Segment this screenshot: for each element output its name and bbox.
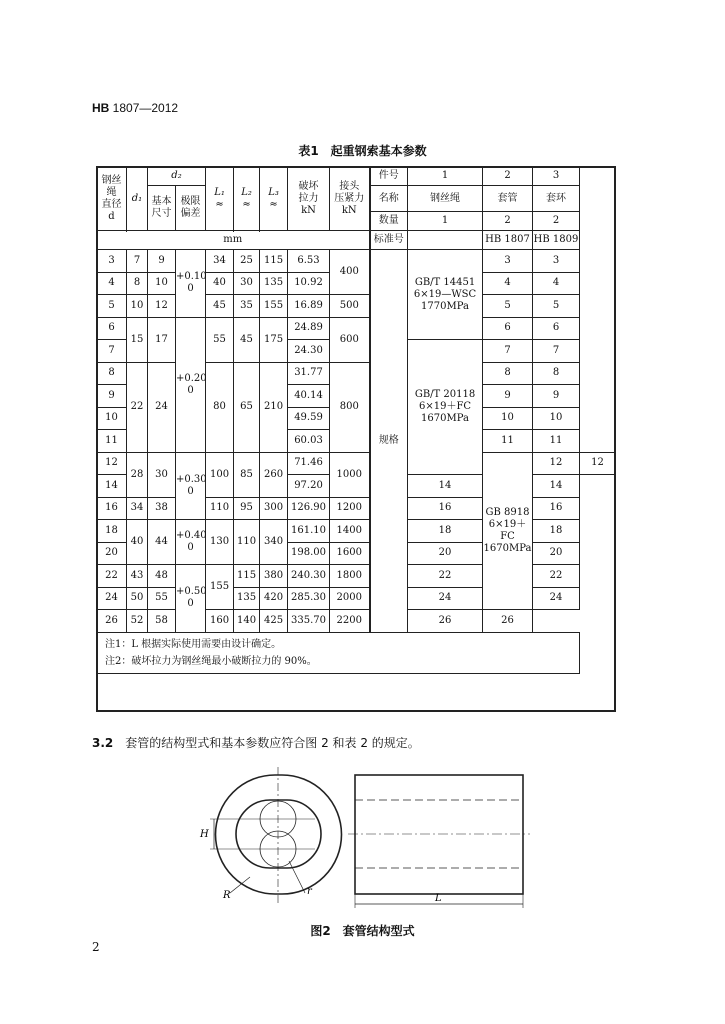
cell-break-force: 6.53 [288,250,330,273]
table-row [97,317,616,340]
cell-joint-force: 1800 [330,565,370,588]
cell-sleeve-spec: 5 [483,295,533,318]
table-cell: HB 1809 [533,231,580,250]
cell-break-force: 161.10 [288,520,330,543]
cell-thimble-spec: 3 [533,250,580,273]
cell-tolerance: +0.30 0 [176,452,206,520]
cell-d: 14 [97,475,127,498]
table-cell: 34 [206,250,234,273]
cell-tolerance: +0.10 0 [176,250,206,318]
header-d2: d₂ [148,167,206,186]
table-cell: 套环 [533,186,580,212]
cell-sleeve-spec: 16 [408,497,483,520]
table-cell: 40 [206,272,234,295]
table-cell: 30 [148,452,176,497]
table-cell: 425 [260,610,288,633]
cell-break-force: 60.03 [288,430,330,453]
table-cell: 43 [127,565,148,588]
table-cell: 45 [206,295,234,318]
table-cell: 12 [148,295,176,318]
figure-2-drawing [190,765,540,915]
table-cell: 95 [234,497,260,520]
table-cell: 52 [127,610,148,633]
cell-sleeve-spec: 14 [408,475,483,498]
cell-spec: 规格 [370,250,408,633]
cell-break-force: 31.77 [288,362,330,385]
cell-thimble-spec: 7 [533,340,580,363]
cell-thimble-spec: 4 [533,272,580,295]
cell-break-force: 24.89 [288,317,330,340]
table-cell: 38 [148,497,176,520]
table-row [97,587,616,610]
table-cell: 44 [148,520,176,565]
cell-sleeve-spec: 10 [483,407,533,430]
cell-d: 20 [97,542,127,565]
cell-joint-force: 2000 [330,587,370,610]
header-L1: L₁ ≈ [206,167,234,231]
cell-break-force: 10.92 [288,272,330,295]
table-cell: 10 [148,272,176,295]
cell-d: 9 [97,385,127,408]
table-cell: 34 [127,497,148,520]
table-cell: 40 [127,520,148,565]
cell-joint-force: 2200 [330,610,370,633]
cell-sleeve-spec: 22 [408,565,483,588]
cell-break-force: 97.20 [288,475,330,498]
table-cell: 300 [260,497,288,520]
table-row [97,497,616,520]
cell-sleeve-spec: 24 [408,587,483,610]
cell-break-force: 335.70 [288,610,330,633]
cell-joint-force: 800 [330,362,370,452]
cell-joint-force: 1400 [330,520,370,543]
cell-sleeve-spec: 7 [483,340,533,363]
header-d: 钢丝绳 直径 d [97,167,127,231]
cell-d: 10 [97,407,127,430]
cell-sleeve-spec: 26 [408,610,483,633]
cell-rope-standard: GB/T 14451 6×19—WSC 1770MPa [408,250,483,340]
cell-thimble-spec: 14 [533,475,580,498]
cell-break-force: 126.90 [288,497,330,520]
cell-thimble-spec: 9 [533,385,580,408]
cell-sleeve-spec: 4 [483,272,533,295]
table-cell: 135 [260,272,288,295]
note-2: 注2：破坏拉力为钢丝绳最小破断拉力的 90%。 [105,655,317,667]
table-cell: 130 [206,520,234,565]
table-cell: 10 [127,295,148,318]
table-cell: 55 [206,317,234,362]
cell-tolerance: +0.20 0 [176,317,206,452]
dim-r-label: r [307,886,312,897]
cell-sleeve-spec: 11 [483,430,533,453]
cell-sleeve-spec: 18 [408,520,483,543]
cell-tolerance: +0.50 0 [176,565,206,633]
cell-d: 7 [97,340,127,363]
table-cell: 135 [234,587,260,610]
table-cell: 380 [260,565,288,588]
table-cell: 160 [206,610,234,633]
table-cell: 80 [206,362,234,452]
header-L2: L₂ ≈ [234,167,260,231]
table-row [97,250,616,273]
table-cell: 100 [206,452,234,497]
section-3-2: 3.2 套管的结构型式和基本参数应符合图 2 和表 2 的规定。 [92,736,420,750]
table-cell: 50 [127,587,148,610]
table-row [97,610,616,633]
dim-L-label: L [435,893,442,904]
cell-joint-force: 1600 [330,542,370,565]
table-notes [97,632,580,673]
table-cell: 17 [148,317,176,362]
table-cell: 45 [234,317,260,362]
cell-thimble-spec: 8 [533,362,580,385]
cell-sleeve-spec: 3 [483,250,533,273]
table-cell: 210 [260,362,288,452]
dim-H-label: H [200,829,209,840]
table-cell: 340 [260,520,288,565]
header-name: 名称 [370,186,408,212]
cell-thimble-spec: 20 [533,542,580,565]
sleeve-side-view [348,775,530,908]
table-cell: 15 [127,317,148,362]
table-cell: 7 [127,250,148,273]
cell-tolerance: +0.40 0 [176,520,206,565]
table-cell: 155 [206,565,234,610]
header-part-no: 件号 [370,167,408,186]
table-cell: 22 [127,362,148,452]
cell-break-force: 49.59 [288,407,330,430]
table-cell: 58 [148,610,176,633]
cell-break-force: 71.46 [288,452,330,475]
header-d2-dev: 极限 偏差 [176,186,206,231]
table-cell: 30 [234,272,260,295]
dim-R-label: R [223,890,231,901]
table-cell: 85 [234,452,260,497]
table-cell: 420 [260,587,288,610]
cell-thimble-spec: 10 [533,407,580,430]
cell-break-force: 198.00 [288,542,330,565]
cell-d: 24 [97,587,127,610]
table-cell: 25 [234,250,260,273]
cell-thimble-spec: 22 [533,565,580,588]
header-standard: 标准号 [370,231,408,250]
cell-sleeve-spec: 8 [483,362,533,385]
cell-d: 16 [97,497,127,520]
cell-joint-force: 400 [330,250,370,295]
header-qty: 数量 [370,212,408,231]
table-cell: 钢丝绳 [408,186,483,212]
table-row [97,452,616,475]
cell-sleeve-spec: 6 [483,317,533,340]
table-row [97,565,616,588]
table-cell: 2 [483,167,533,186]
header-d2-base: 基本 尺寸 [148,186,176,231]
table-cell: 140 [234,610,260,633]
cell-d: 8 [97,362,127,385]
table-cell: 175 [260,317,288,362]
table-cell: 8 [127,272,148,295]
table-cell: 28 [127,452,148,497]
table-cell [408,231,483,250]
table-cell: 48 [148,565,176,588]
table-cell: HB 1807 [483,231,533,250]
cell-thimble-spec: 24 [533,587,580,610]
table-cell: 65 [234,362,260,452]
table-cell: 套管 [483,186,533,212]
header-L3: L₃ ≈ [260,167,288,231]
figure-2-caption: 图2 套管结构型式 [310,924,415,938]
cell-joint-force: 1000 [330,452,370,497]
table-row [97,295,616,318]
cell-d: 18 [97,520,127,543]
cell-joint-force: 600 [330,317,370,362]
table-cell: 35 [234,295,260,318]
note-1: 注1：L 根据实际使用需要由设计确定。 [105,638,282,650]
cell-thimble-spec: 11 [533,430,580,453]
cell-break-force: 16.89 [288,295,330,318]
table-cell: 115 [260,250,288,273]
cell-d: 12 [97,452,127,475]
table-row [97,520,616,543]
cell-thimble-spec: 16 [533,497,580,520]
table-cell: 1 [408,167,483,186]
cell-d: 3 [97,250,127,273]
table-cell: 110 [206,497,234,520]
table-cell: 110 [234,520,260,565]
cell-d: 5 [97,295,127,318]
table-cell: 2 [533,212,580,231]
cell-thimble-spec: 12 [580,452,616,475]
cell-rope-standard: GB/T 20118 6×19＋FC 1670MPa [408,340,483,475]
cell-break-force: 24.30 [288,340,330,363]
table-cell: 115 [234,565,260,588]
cell-break-force: 240.30 [288,565,330,588]
cell-thimble-spec: 18 [533,520,580,543]
cell-d: 11 [97,430,127,453]
table-cell: 24 [148,362,176,452]
cell-d: 22 [97,565,127,588]
cell-d: 6 [97,317,127,340]
cell-break-force: 40.14 [288,385,330,408]
table-cell: 9 [148,250,176,273]
table-cell: 55 [148,587,176,610]
cell-thimble-spec: 26 [483,610,533,633]
table-cell: 1 [408,212,483,231]
sleeve-end-view [210,767,342,903]
cell-thimble-spec: 6 [533,317,580,340]
header-unit: mm [97,231,370,250]
header-joint-force: 接头 压紧力 kN [330,167,370,231]
cell-d: 26 [97,610,127,633]
header-d1: d₁ [127,167,148,231]
table-cell: 155 [260,295,288,318]
table-cell: 2 [483,212,533,231]
cell-d: 4 [97,272,127,295]
table-cell: 260 [260,452,288,497]
cell-sleeve-spec: 20 [408,542,483,565]
cell-thimble-spec: 5 [533,295,580,318]
header-break-force: 破坏 拉力 kN [288,167,330,231]
cell-joint-force: 1200 [330,497,370,520]
page-number: 2 [92,940,100,954]
cell-joint-force: 500 [330,295,370,318]
cell-sleeve-spec: 12 [533,452,580,475]
cell-rope-standard: GB 8918 6×19＋FC 1670MPa [483,452,533,610]
cell-sleeve-spec: 9 [483,385,533,408]
table-cell: 3 [533,167,580,186]
table-1-caption: 表1 起重钢索基本参数 [298,144,427,158]
standard-code: HB 1807—2012 [92,101,179,115]
table-row [97,362,616,385]
cell-break-force: 285.30 [288,587,330,610]
